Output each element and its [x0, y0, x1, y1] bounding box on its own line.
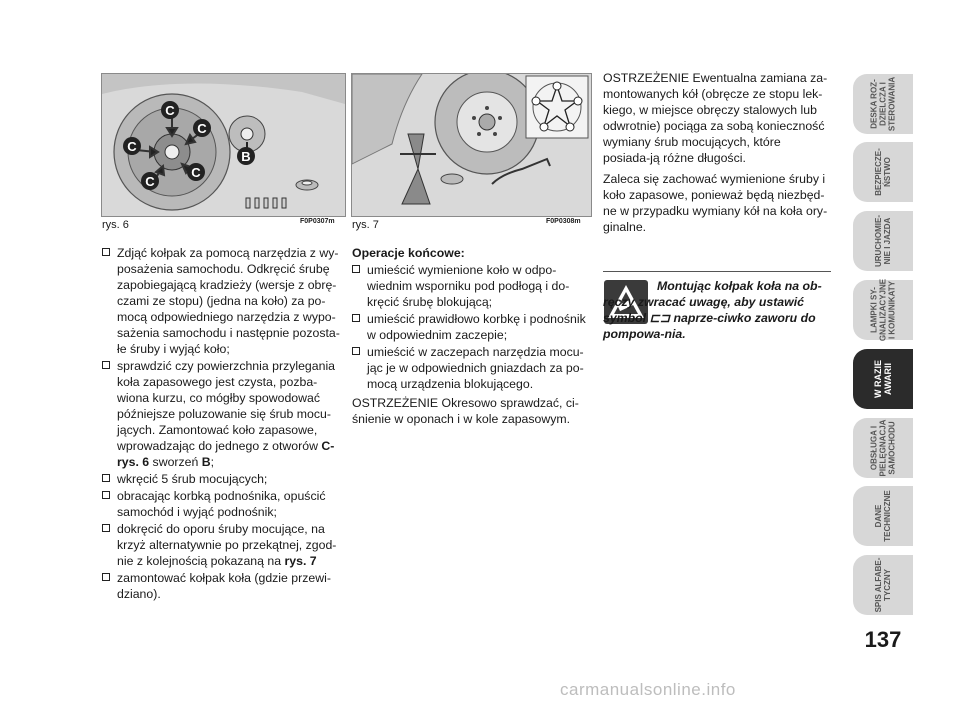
list-item: obracając korbką podnośnika, opuścić samochód i wyjąć podnośnik;	[102, 488, 342, 520]
list-item: Zdjąć kołpak za pomocą narzędzia z wy-posażenia samochodu. Odkręcić śrubę zapobiegającą kradzieży (wersje z obrę-czami ze stopu) (jedna na koło) za po-mocą odpowiedniego narzędzia z wypo-sażenia samochodu i następnie pozosta-łe śruby i wyjąć koło;	[102, 245, 342, 357]
tab-safety[interactable]: BEZPIECZE- ŃSTWO	[853, 142, 913, 202]
tab-warning-lights[interactable]: LAMPKI SY- GNALIZACYJNE I KOMUNIKATY	[853, 280, 913, 340]
figure-6-code: F0P0307m	[300, 218, 335, 225]
note-box	[603, 271, 831, 364]
checkbox-bullet-icon	[102, 491, 110, 499]
list-item: wkręcić 5 śrub mocujących;	[102, 471, 342, 487]
tab-index[interactable]: SPIS ALFABE- TYCZNY	[853, 555, 913, 615]
column-1	[102, 245, 342, 603]
note-text: Montując kołpak koła na ob-ręczy zwracać uwagę, aby ustawić symbol ⊏⊐ naprze-ciwko zaworu do pompowa-nia.	[603, 279, 822, 341]
checkbox-bullet-icon	[102, 573, 110, 581]
bolt-label-c1: C	[165, 103, 175, 118]
tab-dashboard[interactable]: DESKA ROZ- DZIELCZA I STEROWANIA	[853, 74, 913, 134]
bolt-label-c4: C	[145, 174, 155, 189]
tab-technical-data[interactable]: DANE TECHNICZNE	[853, 486, 913, 546]
checkbox-bullet-icon	[352, 347, 360, 355]
bolt-label-c5: C	[191, 165, 201, 180]
watermark: carmanualsonline.info	[560, 680, 736, 699]
figure-7-tightening-order	[351, 73, 592, 217]
figure-6-caption: rys. 6	[102, 219, 129, 231]
column-2	[352, 245, 590, 428]
figure-7-caption: rys. 7	[352, 219, 379, 231]
checkbox-bullet-icon	[102, 361, 110, 369]
list-item: umieścić prawidłowo korbkę i podnośnik w odpowiednim zaczepie;	[352, 311, 590, 343]
tab-maintenance[interactable]: OBSŁUGA I PIELĘGNACJA SAMOCHODU	[853, 418, 913, 478]
jack-and-wheel-illustration	[352, 74, 591, 216]
list-item: sprawdzić czy powierzchnia przylegania koła zapasowego jest czysta, pozba-wiona kurzu, co mógłby spowodować późniejsze poluzowanie się śrub mocu-jących. Zamontować koło zapasowe, wprowadzając do jednego z otworów C-rys. 6 sworzeń B;	[102, 358, 342, 470]
wheel-hub-illustration	[102, 74, 345, 216]
figure-reference: rys. 7	[284, 554, 317, 568]
tab-emergency[interactable]: W RAZIE AWARII	[853, 349, 913, 409]
checkbox-bullet-icon	[102, 524, 110, 532]
section-heading: Operacje końcowe:	[352, 246, 465, 260]
column-3	[603, 70, 831, 236]
list-item: umieścić wymienione koło w odpo-wiednim wsporniku pod podłogą i do-kręcić śrubę blokującą;	[352, 262, 590, 310]
checkbox-bullet-icon	[102, 474, 110, 482]
figure-6-wheel-bolts	[101, 73, 346, 217]
checkbox-bullet-icon	[102, 248, 110, 256]
list-item: zamontować kołpak koła (gdzie przewi-dziano).	[102, 570, 342, 602]
list-item: umieścić w zaczepach narzędzia mocu-jąc je w odpowiednich gniazdach za po-mocą urządzenia blokującego.	[352, 344, 590, 392]
pin-label-b: B	[241, 149, 251, 164]
bolt-label-c3: C	[127, 139, 137, 154]
warning-text: OSTRZEŻENIE Okresowo sprawdzać, ci-śnienie w oponach i w kole zapasowym.	[352, 396, 579, 426]
bolt-label-c2: C	[197, 121, 207, 136]
advice-paragraph: Zaleca się zachować wymienione śruby i koło zapasowe, ponieważ będą niezbęd-ne w przypadku wymiany kół na koła ory-ginalne.	[603, 172, 828, 234]
tab-starting-driving[interactable]: URUCHOMIE- NIE I JAZDA	[853, 211, 913, 271]
warning-paragraph: OSTRZEŻENIE Ewentualna zamiana za-montowanych kół (obręcze ze stopu lek-kiego, w miejsce obręczy stalowych lub odwrotnie) pociąga za sobą konieczność wymiany śrub mocujących, które posiada-ją różne długości.	[603, 71, 828, 165]
figure-7-code: F0P0308m	[546, 218, 581, 225]
page-number: 137	[864, 627, 902, 652]
checkbox-bullet-icon	[352, 314, 360, 322]
figure-reference: C-rys. 6	[117, 439, 335, 469]
list-item: dokręcić do oporu śruby mocujące, na krzyż alternatywnie po przekątnej, zgod-nie z kolejnością pokazaną na rys. 7	[102, 521, 342, 569]
checkbox-bullet-icon	[352, 265, 360, 273]
